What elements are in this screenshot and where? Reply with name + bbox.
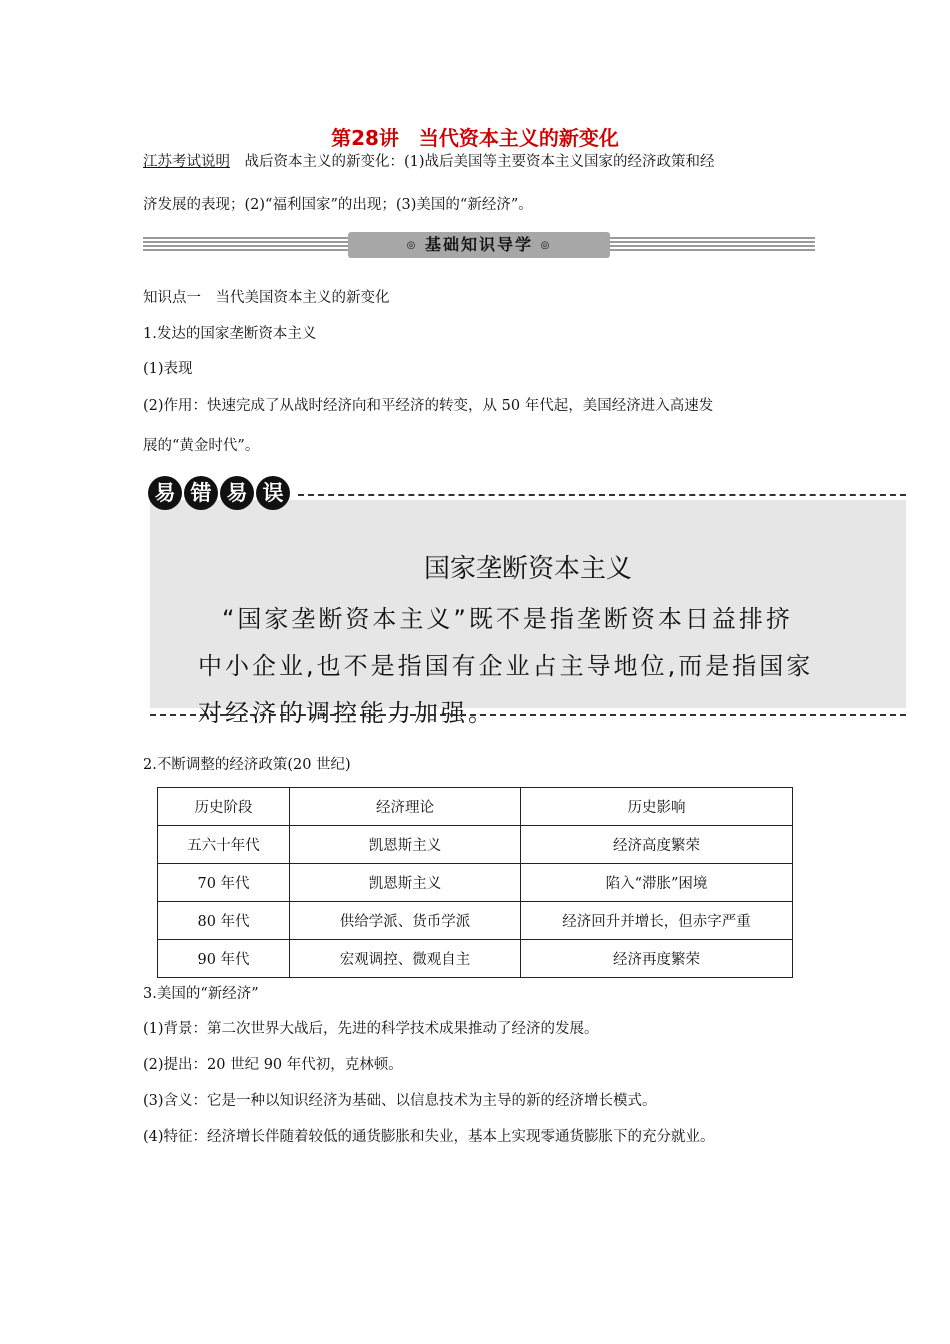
item-3-1: (1)背景：第二次世界大战后，先进的科学技术成果推动了经济的发展。 (143, 1021, 599, 1037)
item-3-3: (3)含义：它是一种以知识经济为基础、以信息技术为主导的新的经济增长模式。 (143, 1093, 657, 1109)
economic-policy-table (157, 787, 793, 978)
item-1-1: (1)表现 (143, 361, 193, 377)
table-cell: 70 年代 (158, 864, 290, 902)
badge-char: 易 (148, 476, 182, 510)
table-row (158, 826, 793, 864)
table-cell: 经济高度繁荣 (521, 826, 793, 864)
exam-description-line2: 济发展的表现；(2)“福利国家”的出现；(3)美国的“新经济”。 (143, 197, 533, 213)
table-row (158, 902, 793, 940)
knowledge-point-heading: 知识点一 当代美国资本主义的新变化 (143, 290, 390, 306)
error-box-body-line: 中小企业,也不是指国有企业占主导地位,而是指国家 (198, 652, 814, 680)
item-3: 3.美国的“新经济” (143, 986, 259, 1002)
badge-char: 错 (184, 476, 218, 510)
table-cell: 供给学派、货币学派 (290, 902, 521, 940)
table-row (158, 864, 793, 902)
table-header: 历史阶段 (158, 788, 290, 826)
item-2: 2.不断调整的经济政策(20 世纪) (143, 757, 351, 773)
page-title: 第28讲 当代资本主义的新变化 (331, 126, 619, 150)
dashed-divider (150, 714, 906, 716)
table-header-row (158, 788, 793, 826)
banner-stripes-left (143, 237, 353, 253)
table-cell: 80 年代 (158, 902, 290, 940)
badge-char: 易 (220, 476, 254, 510)
table-cell: 90 年代 (158, 940, 290, 978)
table-cell: 经济回升并增长，但赤字严重 (521, 902, 793, 940)
table-cell: 凯恩斯主义 (290, 864, 521, 902)
item-3-2: (2)提出：20 世纪 90 年代初，克林顿。 (143, 1057, 403, 1073)
error-panel (150, 500, 906, 727)
item-1-2-line2: 展的“黄金时代”。 (143, 438, 260, 454)
table-cell: 陷入“滞胀”困境 (521, 864, 793, 902)
common-error-box (148, 476, 906, 727)
table-header: 历史影响 (521, 788, 793, 826)
banner-label-text: 基础知识导学 (424, 235, 533, 254)
item-1: 1.发达的国家垄断资本主义 (143, 326, 317, 342)
exam-description-line1 (143, 152, 715, 172)
banner-dot-icon: ◎ (406, 240, 418, 251)
section-banner (143, 232, 815, 258)
dashed-divider (298, 494, 906, 496)
table-cell: 经济再度繁荣 (521, 940, 793, 978)
error-box-body-line: “国家垄断资本主义”既不是指垄断资本日益排挤 (222, 605, 793, 633)
banner-label (348, 232, 610, 258)
exam-description-label: 江苏考试说明 (143, 154, 230, 170)
item-1-2-line1: (2)作用：快速完成了从战时经济向和平经济的转变，从 50 年代起，美国经济进入高速发 (143, 398, 714, 414)
table-cell: 宏观调控、微观自主 (290, 940, 521, 978)
error-box-body-line: 对经济的调控能力加强。 (198, 699, 495, 727)
table-cell: 凯恩斯主义 (290, 826, 521, 864)
item-3-4: (4)特征：经济增长伴随着较低的通货膨胀和失业，基本上实现零通货膨胀下的充分就业。 (143, 1129, 715, 1145)
banner-stripes-right (605, 237, 815, 253)
table-header: 经济理论 (290, 788, 521, 826)
table-row (158, 940, 793, 978)
exam-description-text1: 战后资本主义的新变化：(1)战后美国等主要资本主义国家的经济政策和经 (230, 154, 715, 170)
banner-dot-icon: ◎ (540, 240, 552, 251)
table-cell: 五六十年代 (158, 826, 290, 864)
error-badge (148, 476, 290, 510)
error-box-title: 国家垄断资本主义 (423, 554, 632, 584)
badge-char: 误 (256, 476, 290, 510)
